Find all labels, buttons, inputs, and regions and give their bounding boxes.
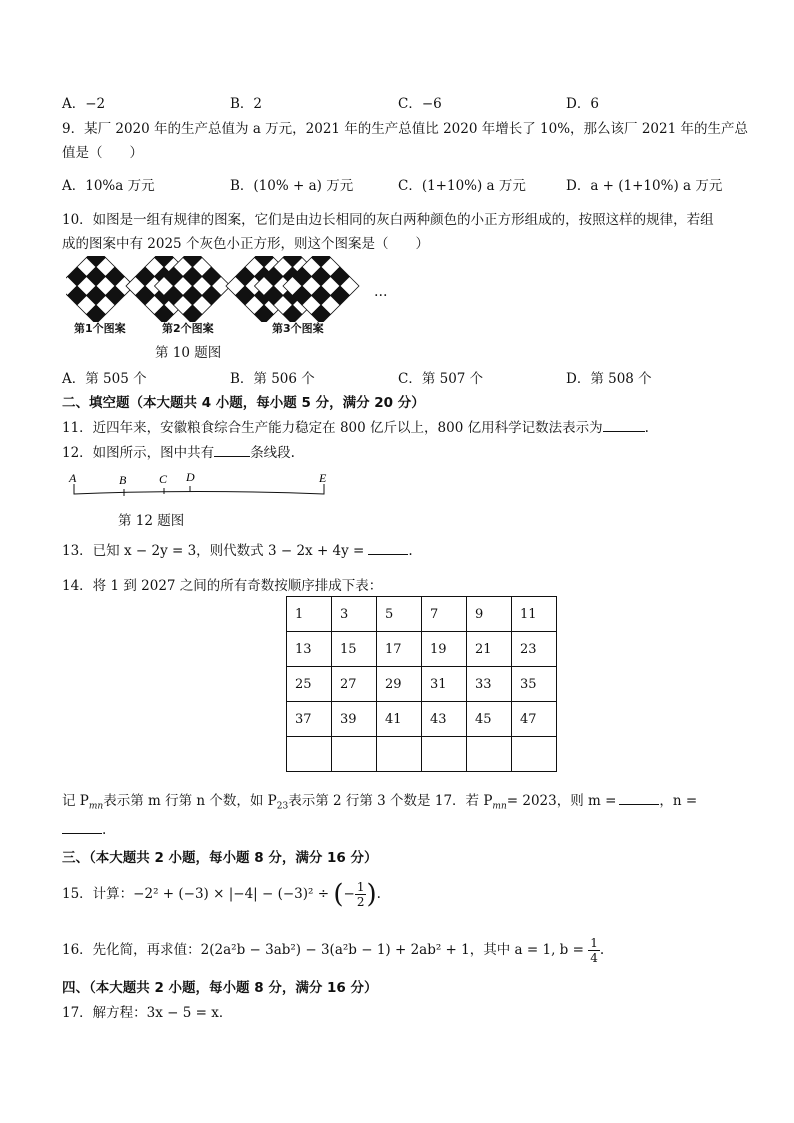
table-cell: 35 bbox=[512, 667, 557, 702]
q14-answer-blank-m[interactable] bbox=[619, 792, 659, 805]
section-3-title: 三、（本大题共 2 小题，每小题 8 分，满分 16 分） bbox=[62, 850, 378, 866]
q14-note-pre: 记 P bbox=[62, 793, 89, 809]
q9-option-c: C．(1+10%) a 万元 bbox=[398, 178, 526, 194]
q10-option-a: A．第 505 个 bbox=[62, 371, 147, 387]
q11-answer-blank[interactable] bbox=[603, 419, 645, 432]
table-cell: 3 bbox=[332, 597, 377, 632]
q8-option-b: B．2 bbox=[230, 96, 263, 112]
q14-answer-blank-n[interactable] bbox=[62, 821, 102, 834]
q8-option-d: D．6 bbox=[566, 96, 599, 112]
q14-stem: 14．将 1 到 2027 之间的所有奇数按顺序排成下表： bbox=[62, 578, 383, 594]
q16-end: . bbox=[599, 942, 605, 958]
table-cell: 11 bbox=[512, 597, 557, 632]
q14-note-n: ，n = bbox=[659, 793, 698, 809]
q17-stem: 17．解方程：3x − 5 = x． bbox=[62, 1005, 233, 1021]
q16-fraction bbox=[588, 936, 600, 965]
table-cell bbox=[422, 737, 467, 772]
q11-stem bbox=[62, 416, 649, 436]
table-cell bbox=[467, 737, 512, 772]
q12-pre: 12．如图所示，图中共有 bbox=[62, 445, 215, 461]
table-cell: 17 bbox=[377, 632, 422, 667]
q11-end: . bbox=[644, 420, 649, 436]
q12-point-e: E bbox=[319, 471, 327, 485]
q12-line bbox=[74, 484, 324, 494]
q13-answer-blank[interactable] bbox=[368, 542, 408, 555]
q12-point-a: A bbox=[69, 471, 77, 485]
q16-pre: 16．先化简，再求值：2(2a²b − 3ab²) − 3(a²b − 1) + 2ab² + 1，其中 a = 1, b = bbox=[62, 942, 584, 958]
q12-figure-caption: 第 12 题图 bbox=[118, 513, 185, 529]
q14-note-mid: 表示第 m 行第 n 个数，如 P bbox=[103, 793, 277, 809]
q13-pre: 13．已知 x − 2y = 3，则代数式 3 − 2x + 4y = bbox=[62, 543, 365, 559]
q15-fraction bbox=[355, 880, 367, 909]
table-cell: 39 bbox=[332, 702, 377, 737]
table-cell: 43 bbox=[422, 702, 467, 737]
table-row bbox=[287, 597, 557, 632]
q12-answer-blank[interactable] bbox=[214, 444, 250, 457]
table-cell: 47 bbox=[512, 702, 557, 737]
table-cell: 27 bbox=[332, 667, 377, 702]
q15-minus: − bbox=[343, 886, 355, 902]
table-cell: 19 bbox=[422, 632, 467, 667]
q14-note bbox=[62, 789, 697, 812]
q10-pattern-figure bbox=[66, 256, 386, 322]
table-cell: 25 bbox=[287, 667, 332, 702]
table-cell: 45 bbox=[467, 702, 512, 737]
q13-end: . bbox=[408, 543, 413, 559]
q10-stem-line2: 成的图案中有 2025 个灰色小正方形，则这个图案是（ ） bbox=[62, 236, 429, 252]
q8-option-a: A．−2 bbox=[62, 96, 106, 112]
q15-pre: 15．计算：−2² + (−3) × |−4| − (−3)² ÷ bbox=[62, 886, 330, 902]
q10-patterns bbox=[66, 256, 359, 322]
table-row bbox=[287, 737, 557, 772]
table-cell: 1 bbox=[287, 597, 332, 632]
q15-frac-den: 2 bbox=[356, 895, 365, 909]
q10-ellipsis: … bbox=[374, 284, 388, 300]
q9-stem-line1: 9．某厂 2020 年的生产总值为 a 万元，2021 年的生产总值比 2020 年增长了 10%，那么该厂 2021 年的生产总 bbox=[62, 121, 748, 137]
q14-note-sub1: mn bbox=[88, 801, 104, 812]
table-cell: 41 bbox=[377, 702, 422, 737]
q10-caption-2: 第2个图案 bbox=[162, 322, 214, 335]
table-cell: 13 bbox=[287, 632, 332, 667]
q14-note-mid2: 表示第 2 行第 3 个数是 17．若 P bbox=[288, 793, 493, 809]
q9-option-d: D．a + (1+10%) a 万元 bbox=[566, 178, 723, 194]
q10-caption-1: 第1个图案 bbox=[74, 322, 126, 335]
table-cell bbox=[332, 737, 377, 772]
q15-paren-close: ) bbox=[366, 879, 377, 910]
section-2-title: 二、填空题（本大题共 4 小题，每小题 5 分，满分 20 分） bbox=[62, 395, 425, 411]
table-row bbox=[287, 667, 557, 702]
table-cell: 31 bbox=[422, 667, 467, 702]
q15-end: . bbox=[376, 886, 381, 902]
q10-option-d: D．第 508 个 bbox=[566, 371, 652, 387]
q10-option-b: B．第 506 个 bbox=[230, 371, 315, 387]
q16-stem bbox=[62, 936, 604, 965]
table-cell: 21 bbox=[467, 632, 512, 667]
q10-caption-3: 第3个图案 bbox=[272, 322, 324, 335]
q10-option-c: C．第 507 个 bbox=[398, 371, 484, 387]
q11-text: 11．近四年来，安徽粮食综合生产能力稳定在 800 亿斤以上，800 亿用科学记数法表示为 bbox=[62, 420, 603, 436]
q12-point-c: C bbox=[159, 472, 168, 486]
q14-note-mid3: = 2023，则 m = bbox=[506, 793, 617, 809]
q16-frac-num: 1 bbox=[590, 936, 598, 950]
q12-post: 条线段. bbox=[250, 445, 295, 461]
q14-note-line2 bbox=[62, 821, 106, 838]
q9-option-a: A．10%a 万元 bbox=[62, 178, 155, 194]
q15-paren-open: ( bbox=[333, 879, 344, 910]
q16-frac-den: 4 bbox=[590, 951, 598, 965]
q12-stem bbox=[62, 441, 295, 461]
table-cell: 29 bbox=[377, 667, 422, 702]
q12-point-d: D bbox=[186, 470, 195, 484]
q14-odd-number-table bbox=[286, 596, 557, 772]
q14-note-sub3: mn bbox=[492, 801, 507, 812]
table-cell: 7 bbox=[422, 597, 467, 632]
table-cell: 37 bbox=[287, 702, 332, 737]
q15-stem bbox=[62, 880, 381, 909]
table-row bbox=[287, 632, 557, 667]
q8-option-c: C．−6 bbox=[398, 96, 442, 112]
q14-note-end: . bbox=[102, 822, 107, 838]
q9-option-b: B．(10% + a) 万元 bbox=[230, 178, 354, 194]
q10-figure-caption: 第 10 题图 bbox=[155, 345, 222, 361]
section-4-title: 四、（本大题共 2 小题，每小题 8 分，满分 16 分） bbox=[62, 980, 378, 996]
q12-segment-figure bbox=[66, 470, 336, 506]
q9-stem-line2: 值是（ ） bbox=[62, 145, 143, 161]
table-row bbox=[287, 702, 557, 737]
table-cell bbox=[512, 737, 557, 772]
q10-stem-line1: 10．如图是一组有规律的图案，它们是由边长相同的灰白两种颜色的小正方形组成的，按照这样的规律，若组 bbox=[62, 212, 714, 228]
q14-note-sub2: 23 bbox=[276, 801, 289, 812]
q15-frac-num: 1 bbox=[356, 880, 365, 894]
q12-point-b: B bbox=[119, 473, 127, 487]
table-cell bbox=[377, 737, 422, 772]
table-cell: 23 bbox=[512, 632, 557, 667]
table-cell: 15 bbox=[332, 632, 377, 667]
table-cell: 33 bbox=[467, 667, 512, 702]
q13-stem bbox=[62, 539, 413, 559]
table-cell bbox=[287, 737, 332, 772]
table-cell: 9 bbox=[467, 597, 512, 632]
table-cell: 5 bbox=[377, 597, 422, 632]
